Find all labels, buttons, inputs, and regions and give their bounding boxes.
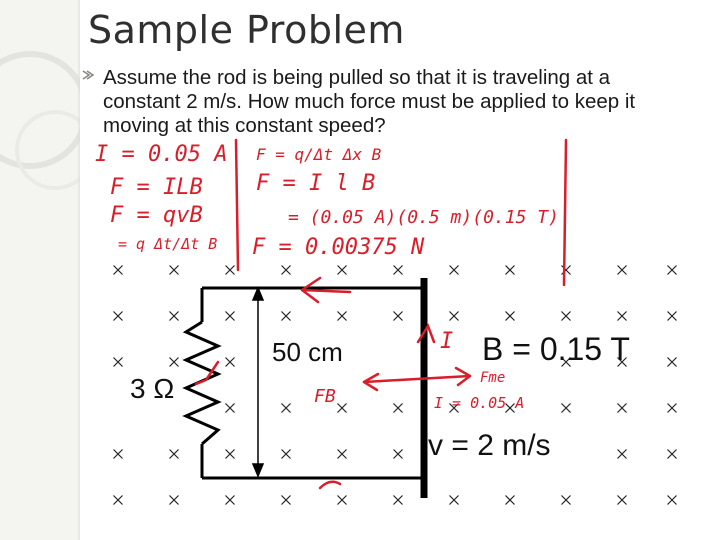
field-marker-icon [114, 496, 123, 505]
field-marker-icon [170, 266, 179, 275]
annotation-current: I = 0.05 A [95, 142, 228, 167]
resistance-label: 3 Ω [130, 373, 175, 404]
circuit-rails [186, 288, 424, 478]
annotation-formula-ilb: F = ILB [110, 175, 203, 200]
slide-title: Sample Problem [88, 8, 405, 52]
annotation-divider-right [564, 140, 566, 285]
field-marker-icon [668, 266, 677, 275]
field-marker-icon [114, 312, 123, 321]
field-strength-label: B = 0.15 T [482, 331, 630, 367]
field-marker-icon [506, 266, 515, 275]
annotation-squiggle [320, 482, 340, 488]
annotation-arrow-result [302, 278, 350, 302]
annotation-formula-dx: F = q/Δt Δx B [256, 145, 382, 164]
field-into-page-markers [114, 266, 677, 505]
annotation-formula-ilb-2: F = I l B [256, 171, 376, 196]
field-marker-icon [282, 496, 291, 505]
field-marker-icon [338, 266, 347, 275]
field-marker-icon [170, 450, 179, 459]
resistor-zigzag [186, 322, 218, 444]
field-marker-icon [394, 450, 403, 459]
field-marker-icon [226, 404, 235, 413]
field-marker-icon [618, 312, 627, 321]
annotation-result: F = 0.00375 N [252, 235, 425, 260]
field-marker-icon [170, 358, 179, 367]
field-marker-icon [114, 450, 123, 459]
field-marker-icon [338, 404, 347, 413]
field-marker-icon [562, 312, 571, 321]
field-marker-icon [562, 404, 571, 413]
problem-statement: Assume the rod is being pulled so that it is traveling at a constant 2 m/s. How much force must be applied to keep it moving at this constant speed? [103, 66, 636, 137]
field-marker-icon [506, 312, 515, 321]
field-marker-icon [282, 450, 291, 459]
field-marker-icon [618, 496, 627, 505]
field-marker-icon [226, 358, 235, 367]
field-marker-icon [668, 358, 677, 367]
field-marker-icon [450, 496, 459, 505]
annotation-formula-charge: = q Δt/Δt B [118, 235, 218, 253]
field-marker-icon [618, 450, 627, 459]
field-marker-icon [394, 312, 403, 321]
field-marker-icon [668, 496, 677, 505]
field-marker-icon [668, 312, 677, 321]
annotation-substitution: = (0.05 A)(0.5 m)(0.15 T) [288, 207, 559, 228]
annotation-formula-qvb: F = qvB [110, 203, 203, 228]
field-marker-icon [226, 450, 235, 459]
field-marker-icon [450, 312, 459, 321]
field-marker-icon [170, 496, 179, 505]
field-marker-icon [562, 496, 571, 505]
length-label: 50 cm [272, 337, 343, 367]
field-marker-icon [618, 404, 627, 413]
field-marker-icon [394, 404, 403, 413]
field-marker-icon [338, 450, 347, 459]
field-marker-icon [114, 358, 123, 367]
annotation-magnetic-force: FB [314, 386, 336, 407]
field-marker-icon [668, 404, 677, 413]
velocity-label: v = 2 m/s [428, 429, 551, 462]
field-marker-icon [170, 312, 179, 321]
field-marker-icon [226, 312, 235, 321]
field-marker-icon [226, 266, 235, 275]
field-marker-icon [282, 312, 291, 321]
field-marker-icon [282, 266, 291, 275]
field-marker-icon [338, 312, 347, 321]
annotation-current-marker: I [440, 329, 454, 354]
field-marker-icon [562, 266, 571, 275]
field-marker-icon [450, 266, 459, 275]
field-marker-icon [618, 266, 627, 275]
field-marker-icon [226, 496, 235, 505]
field-marker-icon [506, 496, 515, 505]
annotation-current-rod: I = 0.05 A [434, 394, 525, 412]
annotation-divider-left [236, 140, 238, 270]
field-marker-icon [394, 266, 403, 275]
annotation-force-arrow [364, 376, 470, 382]
field-marker-icon [668, 450, 677, 459]
field-marker-icon [338, 496, 347, 505]
field-marker-icon [114, 266, 123, 275]
length-dimension-arrow [253, 288, 263, 476]
field-marker-icon [282, 404, 291, 413]
field-marker-icon [394, 496, 403, 505]
annotation-applied-force: Fme [480, 370, 506, 386]
